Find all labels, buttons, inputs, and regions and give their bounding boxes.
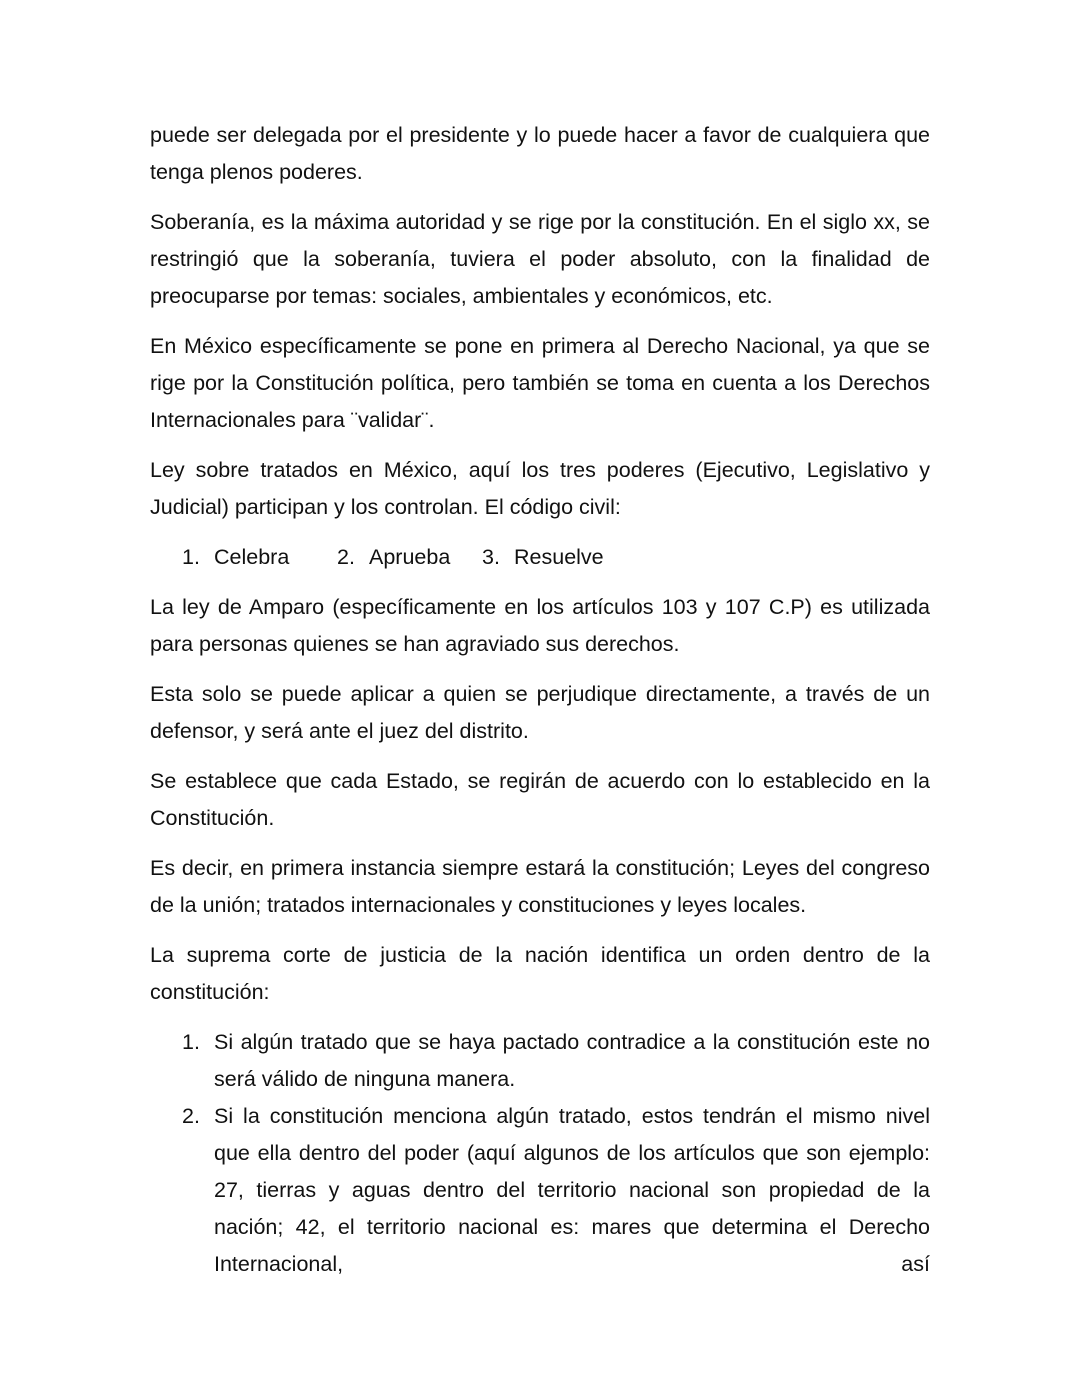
list-item bbox=[337, 539, 482, 576]
paragraph-sovereignty: Soberanía, es la máxima autoridad y se rige por la constitución. En el siglo xx, se restringió que la soberanía, tuviera el poder absoluto, con la finalidad de preocuparse por temas: sociales, ambientales y económicos, etc. bbox=[150, 210, 930, 308]
list-number: 2. bbox=[182, 1104, 200, 1128]
paragraph-supreme-court: La suprema corte de justicia de la nación identifica un orden dentro de la constitución: bbox=[150, 943, 930, 1004]
civil-code-steps-list bbox=[182, 539, 930, 576]
list-item-text: Si algún tratado que se haya pactado contradice a la constitución este no será válido de ninguna manera. bbox=[214, 1030, 930, 1091]
document-page bbox=[150, 117, 930, 1283]
list-item-text: Resuelve bbox=[514, 545, 604, 569]
paragraph-application: Esta solo se puede aplicar a quien se perjudique directamente, a través de un defensor, y será ante el juez del distrito. bbox=[150, 682, 930, 743]
list-item-text: Aprueba bbox=[369, 545, 451, 569]
list-number: 1. bbox=[182, 545, 200, 569]
paragraph-amparo: La ley de Amparo (específicamente en los artículos 103 y 107 C.P) es utilizada para personas quienes se han agraviado sus derechos. bbox=[150, 595, 930, 656]
list-item-text: Si la constitución menciona algún tratado, estos tendrán el mismo nivel que ella dentro del poder (aquí algunos de los artículos que son ejemplo: 27, tierras y aguas dentro del territorio nacional son propiedad de la nación; 42, el territorio nacional es: mares que determina el Derecho Internacional, así bbox=[214, 1104, 930, 1276]
list-number: 1. bbox=[182, 1030, 200, 1054]
paragraph-states: Se establece que cada Estado, se regirán de acuerdo con lo establecido en la Constitución. bbox=[150, 769, 930, 830]
paragraph-treaties-law: Ley sobre tratados en México, aquí los tres poderes (Ejecutivo, Legislativo y Judicial) participan y los controlan. El código civil: bbox=[150, 458, 930, 519]
list-item bbox=[182, 1024, 930, 1098]
list-item bbox=[482, 539, 604, 576]
paragraph-mexico-law: En México específicamente se pone en primera al Derecho Nacional, ya que se rige por la Constitución política, pero también se toma en cuenta a los Derechos Internacionales para ¨validar¨. bbox=[150, 334, 930, 432]
list-item bbox=[182, 1098, 930, 1283]
list-item bbox=[182, 539, 337, 576]
list-number: 3. bbox=[482, 545, 500, 569]
paragraph-delegation: puede ser delegada por el presidente y lo puede hacer a favor de cualquiera que tenga plenos poderes. bbox=[150, 123, 930, 184]
supreme-court-order-list bbox=[182, 1024, 930, 1283]
paragraph-hierarchy: Es decir, en primera instancia siempre estará la constitución; Leyes del congreso de la unión; tratados internacionales y constituciones y leyes locales. bbox=[150, 856, 930, 917]
list-number: 2. bbox=[337, 545, 355, 569]
list-item-text: Celebra bbox=[214, 545, 290, 569]
